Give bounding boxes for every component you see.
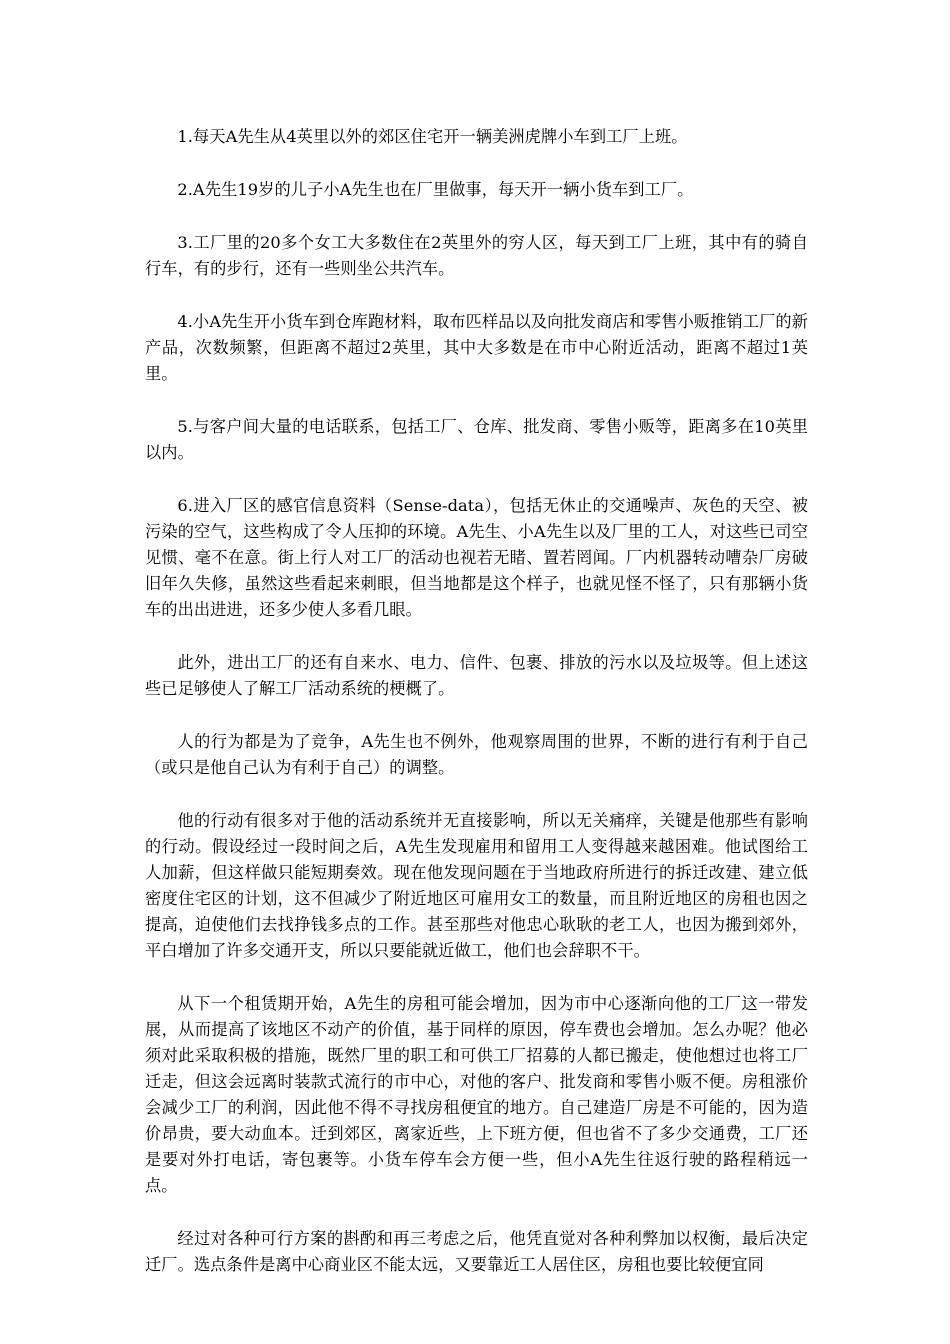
- paragraph-7: 此外，进出工厂的还有自来水、电力、信件、包裹、排放的污水以及垃圾等。但上述这些已足够使人了解工厂活动系统的梗概了。: [145, 653, 808, 698]
- paragraph-8: 人的行为都是为了竞争，A先生也不例外，他观察周围的世界，不断的进行有利于自己（或只是他自己认为有利于自己）的调整。: [145, 732, 808, 777]
- paragraph-3: 3.工厂里的20多个女工大多数住在2英里外的穷人区，每天到工厂上班，其中有的骑自行车，有的步行，还有一些则坐公共汽车。: [145, 233, 808, 278]
- paragraph-2: 2.A先生19岁的儿子小A先生也在厂里做事，每天开一辆小货车到工厂。: [177, 180, 694, 199]
- paragraph-5: 5.与客户间大量的电话联系，包括工厂、仓库、批发商、零售小贩等，距离多在10英里以内。: [145, 417, 808, 462]
- paragraph-1: 1.每天A先生从4英里以外的郊区住宅开一辆美洲虎牌小车到工厂上班。: [177, 127, 688, 146]
- document-body: [145, 124, 808, 1305]
- paragraph-6: 6.进入厂区的感官信息资料（Sense-data），包括无休止的交通噪声、灰色的天空、被污染的空气，这些构成了令人压抑的环境。A先生、小A先生以及厂里的工人，对这些已司空见惯、毫不在意。街上行人对工厂的活动也视若无睹、置若罔闻。厂内机器转动嘈杂厂房破旧年久失修，虽然这些看起来刺眼，但当地都是这个样子，也就见怪不怪了，只有那辆小货车的出出进进，还多少使人多看几眼。: [145, 496, 808, 619]
- paragraph-11: 经过对各种可行方案的斟酌和再三考虑之后，他凭直觉对各种利弊加以权衡，最后决定迁厂。选点条件是离中心商业区不能太远，又要靠近工人居住区，房租也要比较便宜同: [145, 1229, 808, 1274]
- paragraph-9: 他的行动有很多对于他的活动系统并无直接影响，所以无关痛痒，关键是他那些有影响的行动。假设经过一段时间之后，A先生发现雇用和留用工人变得越来越困难。他试图给工人加薪，但这样做只能短期奏效。现在他发现问题在于当地政府所进行的拆迁改建、建立低密度住宅区的计划，这不但减少了附近地区可雇用女工的数量，而且附近地区的房租也因之提高，迫使他们去找挣钱多点的工作。甚至那些对他忠心耿耿的老工人，也因为搬到郊外，平白增加了许多交通开支，所以只要能就近做工，他们也会辞职不干。: [145, 811, 808, 960]
- paragraph-10: 从下一个租赁期开始，A先生的房租可能会增加，因为市中心逐渐向他的工厂这一带发展，从而提高了该地区不动产的价值，基于同样的原因，停车费也会增加。怎么办呢？他必须对此采取积极的措施，既然厂里的职工和可供工厂招募的人都已搬走，使他想过也将工厂迁走，但这会远离时装款式流行的市中心，对他的客户、批发商和零售小贩不便。房租涨价会减少工厂的利润，因此他不得不寻找房租便宜的地方。自己建造厂房是不可能的，因为造价昂贵，要大动血本。迁到郊区，离家近些，上下班方便，但也省不了多少交通费，工厂还是要对外打电话，寄包裹等。小货车停车会方便一些，但小A先生往返行驶的路程稍远一点。: [145, 994, 808, 1195]
- paragraph-4: 4.小A先生开小货车到仓库跑材料，取布匹样品以及向批发商店和零售小贩推销工厂的新产品，次数频繁，但距离不超过2英里，其中大多数是在市中心附近活动，距离不超过1英里。: [145, 312, 808, 383]
